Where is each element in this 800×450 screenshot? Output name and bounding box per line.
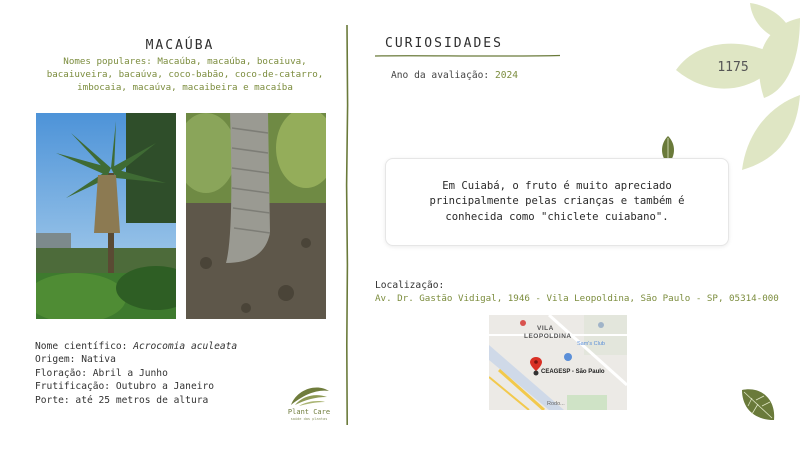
size: Porte: até 25 metros de altura	[35, 394, 209, 406]
evaluation-year: Ano da avaliação: 2024	[391, 70, 519, 81]
curiosity-line-1: Em Cuiabá, o fruto é muito apreciado	[442, 179, 672, 192]
scientific-name: Nome científico: Acrocomia aculeata	[35, 341, 238, 352]
logo-name: Plant Care	[287, 408, 331, 416]
curiosity-card	[385, 158, 729, 246]
plant-care-logo-icon	[289, 385, 331, 407]
flowering: Floração: Abril a Junho	[35, 367, 168, 379]
location-label: Localização:	[375, 280, 445, 291]
location-address: Av. Dr. Gastão Vidigal, 1946 - Vila Leopoldina, São Paulo - SP, 05314-000	[375, 293, 779, 304]
curiosities-title: CURIOSIDADES	[385, 36, 503, 51]
tree-id: 1175	[717, 60, 749, 75]
origin: Origem: Nativa	[35, 354, 116, 366]
map-district-2: LEOPOLDINA	[524, 333, 572, 340]
map-district-1: VILA	[537, 325, 554, 332]
curiosity-line-2: principalmente pelas crianças e também é	[429, 195, 685, 208]
location-map[interactable]	[489, 315, 627, 410]
trunk-photo	[186, 113, 326, 319]
map-store-label: Sam's Club	[577, 341, 605, 347]
bottom-leaf-icon	[740, 386, 776, 424]
leaf-decoration	[672, 0, 800, 175]
map-pin-label: CEAGESP - São Paulo	[541, 369, 605, 375]
logo-tagline: saúde das plantas	[290, 417, 328, 421]
map-graphic	[489, 315, 627, 410]
curiosity-line-3: conhecida como "chiclete cuiabano".	[445, 210, 669, 223]
title-underline	[375, 54, 560, 58]
fruiting: Frutificação: Outubro a Janeiro	[35, 381, 215, 393]
species-facts	[35, 340, 237, 407]
species-title: MACAÚBA	[145, 38, 215, 53]
map-road-label: Rodo...	[547, 401, 565, 407]
palm-tree-photo	[36, 113, 176, 319]
popular-names: Nomes populares: Macaúba, macaúba, bocaiuva, bacaiuveira, bacaúva, coco-babão, coco-de-catarro, imbocaia, macaúva, macaibeira e macaíba	[46, 56, 324, 93]
vertical-divider	[345, 25, 349, 425]
